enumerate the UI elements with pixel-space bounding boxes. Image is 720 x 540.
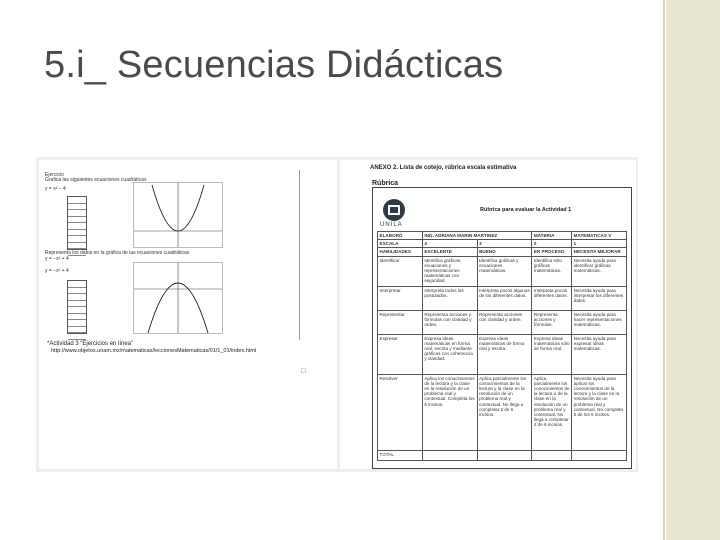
table-cell: Necesita ayuda para hacer representaciones matemáticas. [572,310,627,334]
table-cell: Necesita ayuda para identificar gráficas matemáticas. [572,256,627,286]
table-cell: Interpreta todos los postulados. [422,286,477,310]
table-cell: EXCELENTE [422,248,477,256]
table-cell: NECESITA MEJORAR [572,248,627,256]
table-cell: Expresa ideas matemáticas de forma oral y escrita. [477,334,532,374]
table-cell: Necesita ayuda para aplicar los conocimientos de la lectura y la clase en la resolución de un problema real y contextual. No completa 5 de los 6 incisos. [572,374,627,450]
graph-instruction: Representa los datos en la gráfica de las ecuaciones cuadráticas [45,250,190,256]
activity-link: http://www.objetos.unam.mx/matematicas/leccionesMatematicas/01/1_01/index.html [51,348,257,354]
rubric-levels-row [378,248,627,256]
annex-header: ANEXO 2. Lista de cotejo, rúbrica escala estimativa [370,165,517,171]
table-cell [572,450,627,460]
corner-mark: □ [301,368,306,375]
table-cell: Identifica gráficas y ecuaciones matemáticas. [477,256,532,286]
rubric-scale-row [378,240,627,248]
table-row [378,374,627,450]
rubric-header-row [378,232,627,240]
unila-logo-icon [380,198,408,222]
exercise-instruction: Grafica las siguientes ecuaciones cuadráticas [45,177,147,183]
equation-two: y = −x² + 4 [45,268,69,274]
table-cell: BUENO [477,248,532,256]
table-cell: Representar [378,310,423,334]
table-cell: MATEMATICAS V [572,232,627,240]
table-cell [532,450,572,460]
rubric-label: Rúbrica [372,180,399,187]
right-divider-line [663,0,665,540]
table-cell: TOTAL [378,450,423,460]
table-cell: Expresar [378,334,423,374]
parabola-graph-two [133,262,223,334]
rubric-title: Rúbrica para evaluar la Actividad 1 [480,207,572,213]
table-cell [477,450,532,460]
table-cell: HABILIDADES [378,248,423,256]
table-cell: ING. ADRIANA MARIN MARTINEZ [422,232,532,240]
table-cell: ELABORÓ [378,232,423,240]
table-cell: Representa acciones y fórmulas. [532,310,572,334]
table-cell: 1 [572,240,627,248]
table-cell: 2 [532,240,572,248]
table-cell: Necesita ayuda para expresar ideas matemáticas. [572,334,627,374]
table-cell: Aplica los conocimientos de la lectura y la clase en la resolución de un problema real y contextual. Completa los 6 incisos. [422,374,477,450]
exercise-heading: Ejercicio [45,172,64,178]
table-cell: Identifica gráficas, ecuaciones y representaciones matemáticas con seguridad. [422,256,477,286]
table-cell: Resolver [378,374,423,450]
table-cell: Identificar [378,256,423,286]
table-cell: Interpretar [378,286,423,310]
values-table-one [67,196,87,250]
table-cell: Expresa ideas matemáticas en forma oral, escrita y mediante gráficas con coherencia y claridad. [422,334,477,374]
table-cell: Interpreta pocos diferentes datos. [532,286,572,310]
right-accent-band [666,0,720,540]
table-cell [422,450,477,460]
logo-text: UNILA [380,222,403,228]
values-table-two [67,280,87,334]
equation-two-label: y = −x² + 4 [45,256,69,262]
table-cell: Aplica parcialmente los conocimientos de la lectura y la clase en la resolución de un problema real y contextual. No llega a completar 2 de 6 incisos. [477,374,532,450]
left-document-page [39,160,337,469]
slide-title: 5.i_ Secuencias Didácticas [44,44,504,86]
table-row [378,334,627,374]
table-cell: MATERIA [532,232,572,240]
table-cell: EN PROCESO [532,248,572,256]
table-cell: ESCALA [378,240,423,248]
activity-label: *Actividad 3 “Ejercicios en línea” [47,341,134,347]
table-row [378,256,627,286]
rubric-table [377,231,627,461]
right-document-page [340,160,636,469]
table-cell: Aplica parcialmente los conocimientos de la lectura o de la clase en la resolución de un problema real y contextual. No llega a completar 4 de 6 incisos. [532,374,572,450]
parabola-graph-one [133,182,223,248]
table-cell: 3 [477,240,532,248]
table-cell: Interpreta pocos algunos de los diferentes datos. [477,286,532,310]
table-cell: Expresa ideas matemáticas sólo de forma oral. [532,334,572,374]
table-row [378,450,627,460]
table-cell: Representa acciones con claridad y orden. [477,310,532,334]
table-row [378,310,627,334]
scanned-documents-image [36,157,638,472]
table-cell: Representa acciones y fórmulas con claridad y orden. [422,310,477,334]
table-cell: Necesita ayuda para interpretar los diferentes datos. [572,286,627,310]
table-row [378,286,627,310]
table-cell: 4 [422,240,477,248]
table-cell: Identifica sólo gráficas matemáticas. [532,256,572,286]
page-margin-line [299,170,300,340]
equation-one: y = x² − 4 [45,186,66,192]
